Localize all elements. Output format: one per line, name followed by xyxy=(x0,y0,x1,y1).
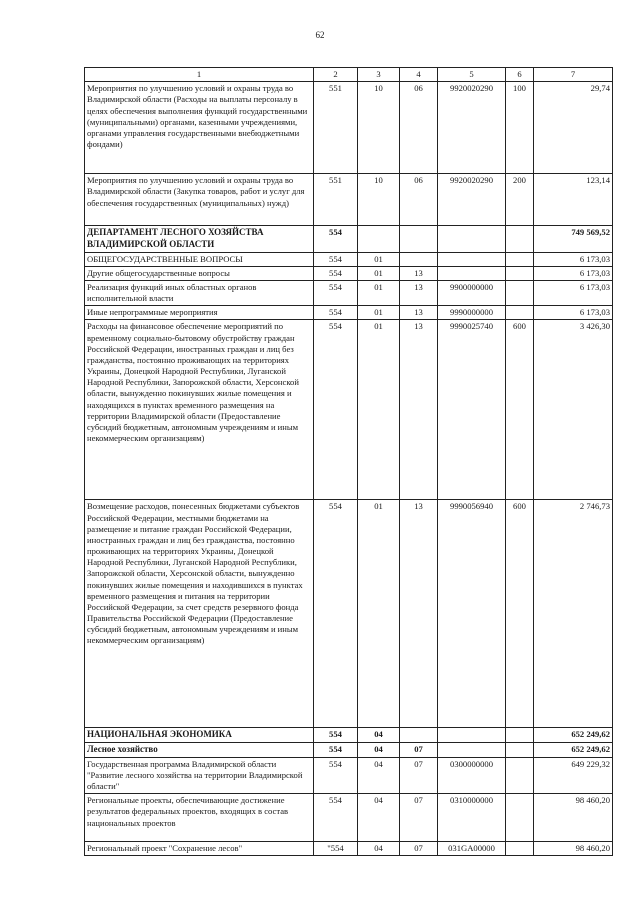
target-article-cell xyxy=(438,226,506,252)
subsection-code-cell: 07 xyxy=(400,794,438,842)
table-row xyxy=(85,500,613,728)
row-name-cell: ОБЩЕГОСУДАРСТВЕННЫЕ ВОПРОСЫ xyxy=(85,252,314,266)
section-code-cell: 01 xyxy=(358,500,400,728)
table-row xyxy=(85,794,613,842)
amount-cell: 2 746,73 xyxy=(534,500,613,728)
ved-code-cell: 554 xyxy=(314,500,358,728)
table-row xyxy=(85,174,613,226)
section-code-cell: 01 xyxy=(358,280,400,305)
amount-cell: 98 460,20 xyxy=(534,842,613,856)
expense-type-cell xyxy=(506,252,534,266)
row-name-cell: Расходы на финансовое обеспечение мероприятий по временному социально-бытовому обустройству граждан Российской Федерации, иностранных граждан и лиц без гражданства, постоянно проживающих на территориях Украины, Донецкой Народной Республики, Луганской Народной Республики, Запорожской области, Херсонской области, вынужденно покинувших жилые помещения и находящихся в пунктах временного размещения на территории Владимирской области (Предоставление субсидий бюджетным, автономным учреждениям и иным некоммерческим организациям) xyxy=(85,320,314,500)
expense-type-cell xyxy=(506,743,534,758)
row-name-cell: Региональный проект "Сохранение лесов" xyxy=(85,842,314,856)
target-article-cell xyxy=(438,252,506,266)
target-article-cell xyxy=(438,266,506,280)
budget-table xyxy=(84,67,613,856)
ved-code-cell: 554 xyxy=(314,757,358,794)
section-code-cell xyxy=(358,226,400,252)
column-header: 1 xyxy=(85,68,314,82)
row-name-cell: Мероприятия по улучшению условий и охраны труда во Владимирской области (Закупка товаров, работ и услуг для обеспечения государственных (муниципальных) нужд) xyxy=(85,174,314,226)
table-row xyxy=(85,728,613,743)
subsection-code-cell: 07 xyxy=(400,743,438,758)
subsection-code-cell: 07 xyxy=(400,842,438,856)
amount-cell: 6 173,03 xyxy=(534,280,613,305)
amount-cell: 6 173,03 xyxy=(534,266,613,280)
expense-type-cell: 100 xyxy=(506,82,534,174)
table-row xyxy=(85,743,613,758)
subsection-code-cell: 13 xyxy=(400,500,438,728)
row-name-cell: ДЕПАРТАМЕНТ ЛЕСНОГО ХОЗЯЙСТВА ВЛАДИМИРСКОЙ ОБЛАСТИ xyxy=(85,226,314,252)
row-name-cell: Другие общегосударственные вопросы xyxy=(85,266,314,280)
subsection-code-cell: 13 xyxy=(400,320,438,500)
ved-code-cell: 554 xyxy=(314,252,358,266)
section-code-cell: 04 xyxy=(358,842,400,856)
subsection-code-cell: 07 xyxy=(400,757,438,794)
column-header: 7 xyxy=(534,68,613,82)
target-article-cell xyxy=(438,743,506,758)
subsection-code-cell xyxy=(400,226,438,252)
row-name-cell: Реализация функций иных областных органов исполнительной власти xyxy=(85,280,314,305)
amount-cell: 6 173,03 xyxy=(534,306,613,320)
row-name-cell: Региональные проекты, обеспечивающие достижение результатов федеральных проектов, входящих в состав национальных проектов xyxy=(85,794,314,842)
section-code-cell: 10 xyxy=(358,82,400,174)
page-number: 62 xyxy=(315,30,325,40)
target-article-cell: 0300000000 xyxy=(438,757,506,794)
table-row xyxy=(85,757,613,794)
subsection-code-cell xyxy=(400,728,438,743)
row-name-cell: НАЦИОНАЛЬНАЯ ЭКОНОМИКА xyxy=(85,728,314,743)
ved-code-cell: 551 xyxy=(314,174,358,226)
ved-code-cell: 554 xyxy=(314,280,358,305)
expense-type-cell xyxy=(506,226,534,252)
row-name-cell: Мероприятия по улучшению условий и охраны труда во Владимирской области (Расходы на выплаты персоналу в целях обеспечения выполнения функций государственными (муниципальными) органами, казенными учреждениями, органами управления государственными внебюджетными фондами) xyxy=(85,82,314,174)
header-row xyxy=(85,68,613,82)
amount-cell: 652 249,62 xyxy=(534,728,613,743)
target-article-cell: 9920020290 xyxy=(438,82,506,174)
row-name-cell: Иные непрограммные мероприятия xyxy=(85,306,314,320)
section-code-cell: 01 xyxy=(358,252,400,266)
amount-cell: 29,74 xyxy=(534,82,613,174)
column-header: 3 xyxy=(358,68,400,82)
table-row xyxy=(85,306,613,320)
expense-type-cell xyxy=(506,728,534,743)
table-row xyxy=(85,842,613,856)
amount-cell: 3 426,30 xyxy=(534,320,613,500)
ved-code-cell: 554 xyxy=(314,743,358,758)
target-article-cell: 031GA00000 xyxy=(438,842,506,856)
section-code-cell: 01 xyxy=(358,320,400,500)
ved-code-cell: 554 xyxy=(314,320,358,500)
expense-type-cell xyxy=(506,266,534,280)
table-row xyxy=(85,252,613,266)
expense-type-cell xyxy=(506,794,534,842)
column-header: 4 xyxy=(400,68,438,82)
ved-code-cell: "554 xyxy=(314,842,358,856)
section-code-cell: 04 xyxy=(358,794,400,842)
target-article-cell: 9900000000 xyxy=(438,280,506,305)
row-name-cell: Государственная программа Владимирской области "Развитие лесного хозяйства на территории Владимирской области" xyxy=(85,757,314,794)
expense-type-cell xyxy=(506,757,534,794)
subsection-code-cell: 13 xyxy=(400,280,438,305)
expense-type-cell: 600 xyxy=(506,320,534,500)
target-article-cell: 9920020290 xyxy=(438,174,506,226)
subsection-code-cell: 06 xyxy=(400,82,438,174)
subsection-code-cell xyxy=(400,252,438,266)
row-name-cell: Лесное хозяйство xyxy=(85,743,314,758)
row-name-cell: Возмещение расходов, понесенных бюджетами субъектов Российской Федерации, местными бюджетами на размещение и питание граждан Российской Федерации, иностранных граждан и лиц без гражданства, постоянно проживающих на территориях Украины, Донецкой Народной Республики, Луганской Народной Республики, Запорожской области, Херсонской области, вынужденно покинувших жилые помещения и находившихся в пунктах временного размещения и питания на территории Российской Федерации, за счет средств резервного фонда Правительства Российской Федерации (Предоставление субсидий бюджетным, автономным учреждениям и иным некоммерческим организациям) xyxy=(85,500,314,728)
target-article-cell: 9990025740 xyxy=(438,320,506,500)
section-code-cell: 10 xyxy=(358,174,400,226)
ved-code-cell: 554 xyxy=(314,306,358,320)
ved-code-cell: 554 xyxy=(314,794,358,842)
table-row xyxy=(85,320,613,500)
column-header: 2 xyxy=(314,68,358,82)
ved-code-cell: 551 xyxy=(314,82,358,174)
subsection-code-cell: 13 xyxy=(400,306,438,320)
target-article-cell: 9990000000 xyxy=(438,306,506,320)
table-row xyxy=(85,226,613,252)
expense-type-cell: 200 xyxy=(506,174,534,226)
ved-code-cell: 554 xyxy=(314,226,358,252)
section-code-cell: 01 xyxy=(358,266,400,280)
column-header: 5 xyxy=(438,68,506,82)
amount-cell: 649 229,32 xyxy=(534,757,613,794)
target-article-cell xyxy=(438,728,506,743)
table-row xyxy=(85,266,613,280)
target-article-cell: 9990056940 xyxy=(438,500,506,728)
expense-type-cell xyxy=(506,280,534,305)
column-header: 6 xyxy=(506,68,534,82)
section-code-cell: 04 xyxy=(358,757,400,794)
section-code-cell: 01 xyxy=(358,306,400,320)
target-article-cell: 0310000000 xyxy=(438,794,506,842)
subsection-code-cell: 13 xyxy=(400,266,438,280)
amount-cell: 123,14 xyxy=(534,174,613,226)
table-row xyxy=(85,280,613,305)
subsection-code-cell: 06 xyxy=(400,174,438,226)
expense-type-cell xyxy=(506,306,534,320)
amount-cell: 749 569,52 xyxy=(534,226,613,252)
expense-type-cell xyxy=(506,842,534,856)
amount-cell: 6 173,03 xyxy=(534,252,613,266)
amount-cell: 98 460,20 xyxy=(534,794,613,842)
amount-cell: 652 249,62 xyxy=(534,743,613,758)
table-row xyxy=(85,82,613,174)
expense-type-cell: 600 xyxy=(506,500,534,728)
section-code-cell: 04 xyxy=(358,728,400,743)
ved-code-cell: 554 xyxy=(314,728,358,743)
section-code-cell: 04 xyxy=(358,743,400,758)
ved-code-cell: 554 xyxy=(314,266,358,280)
